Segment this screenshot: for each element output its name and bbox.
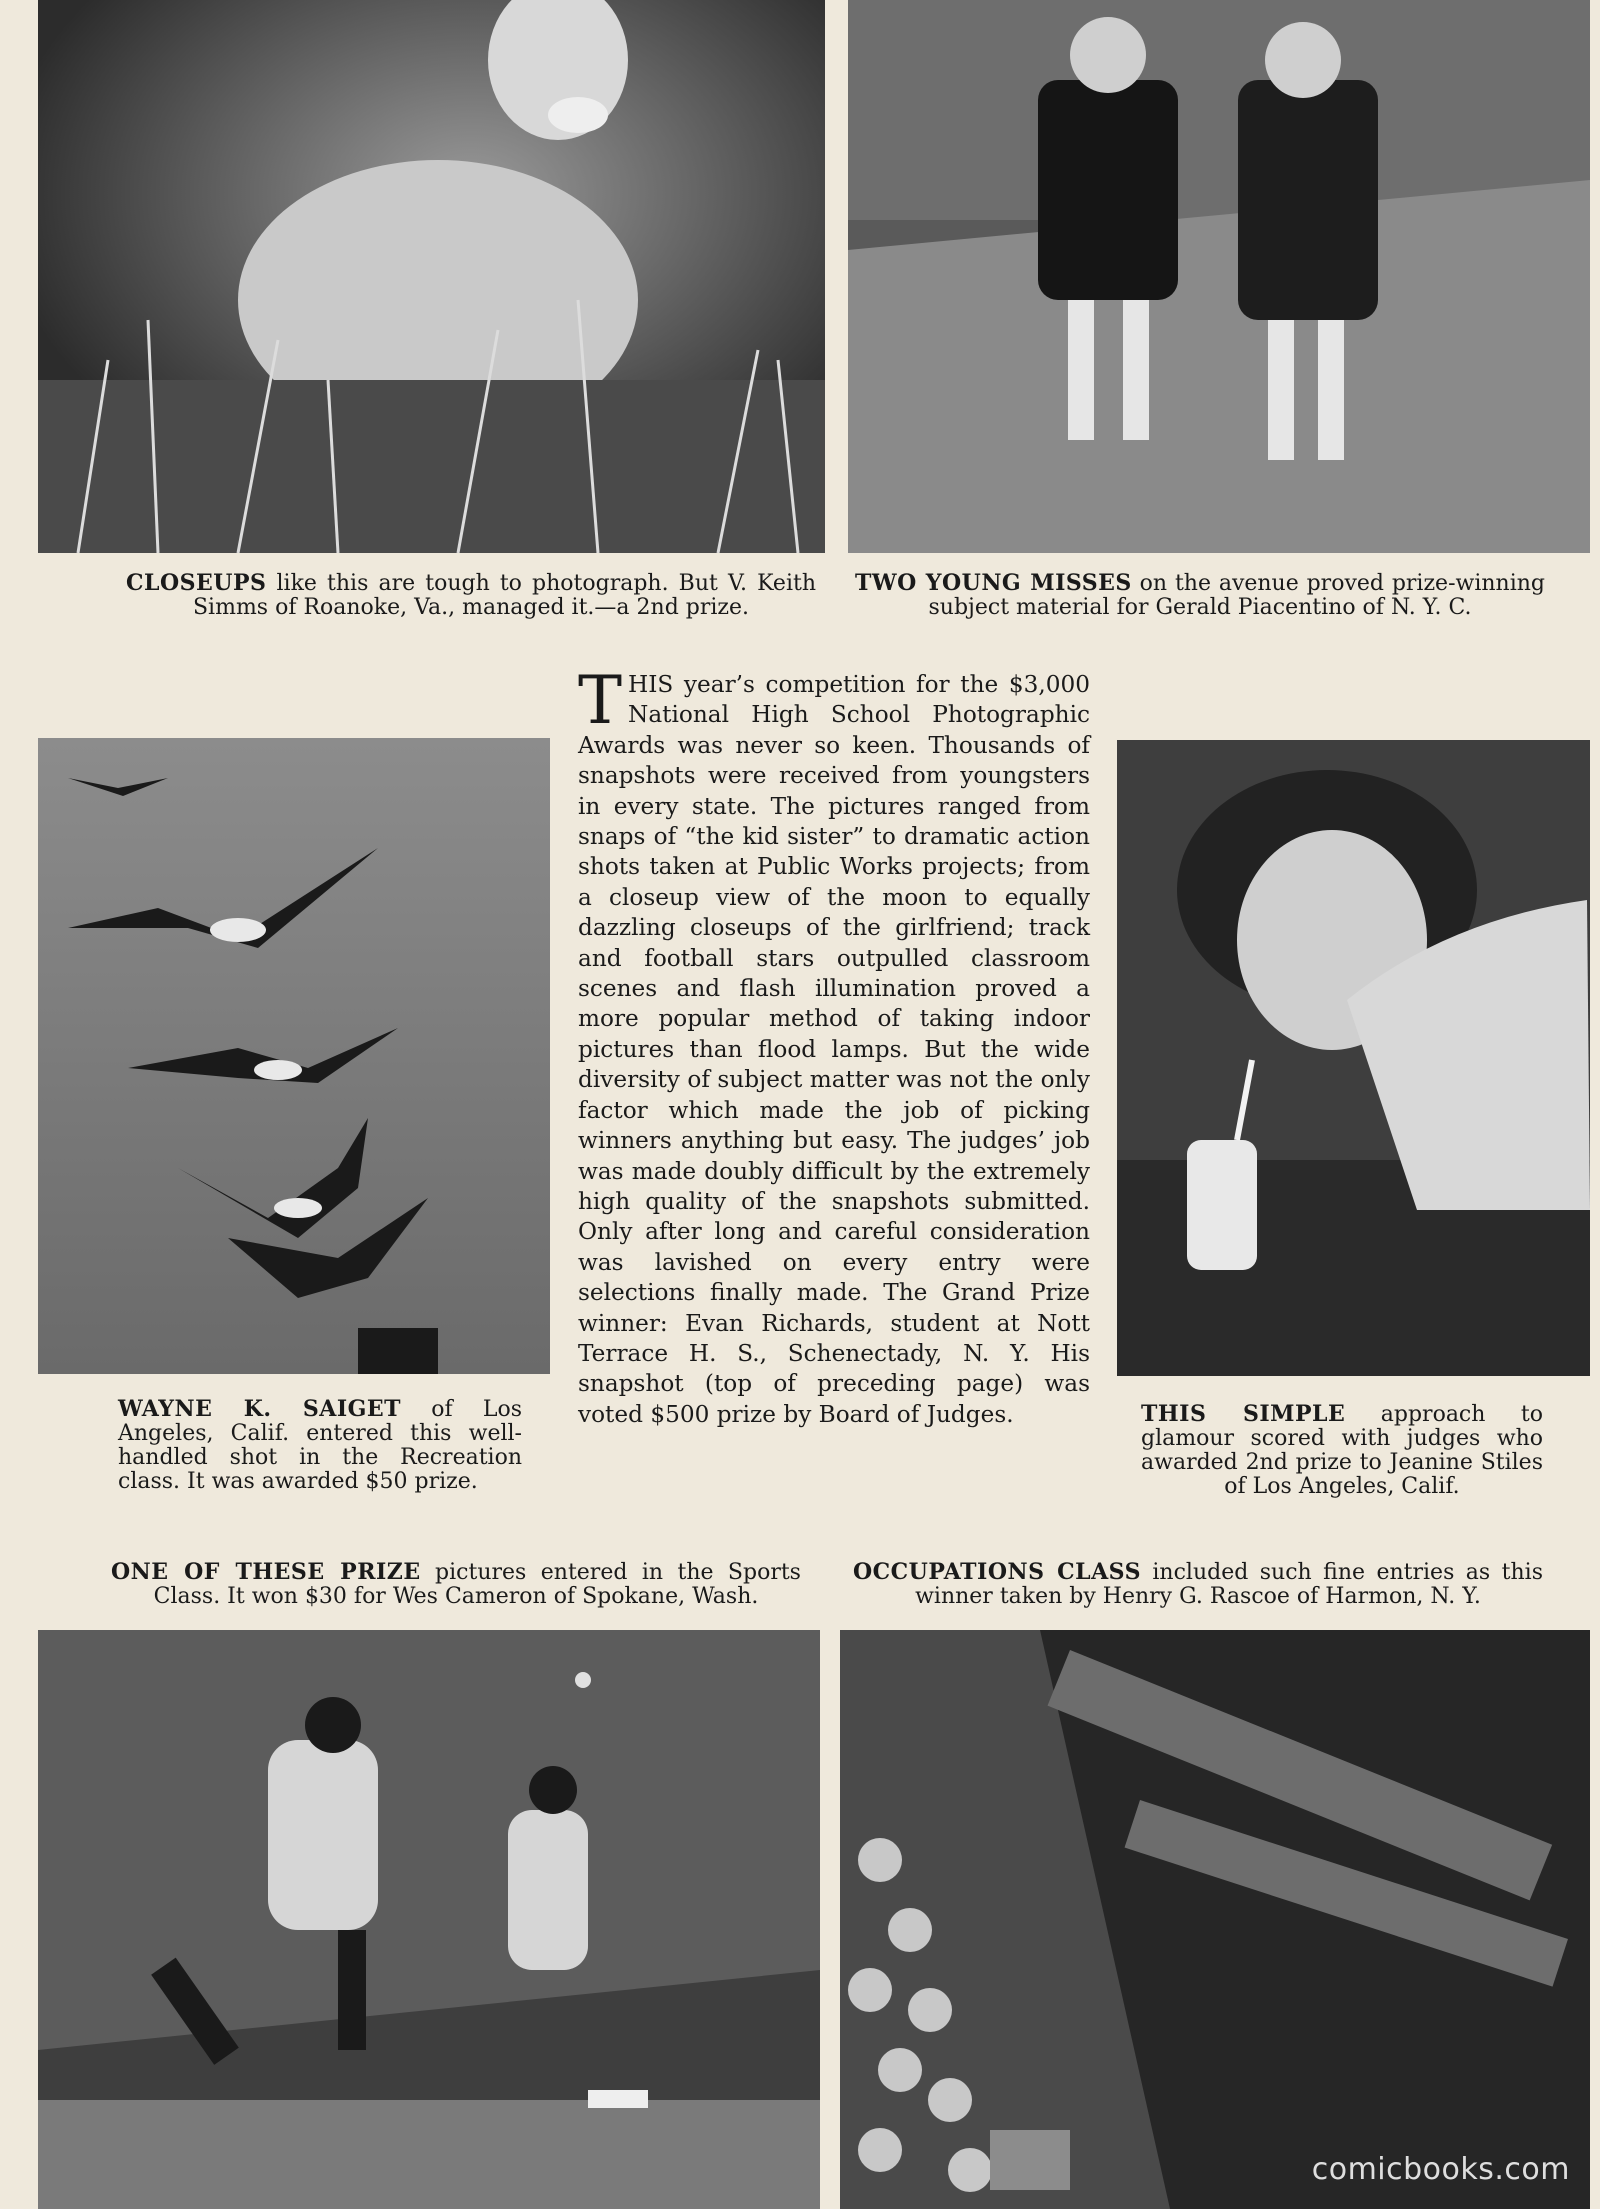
photo-baseball (38, 1630, 820, 2209)
caption-duckling-lead: CLOSEUPS (126, 570, 267, 596)
caption-occupations-text: included such fine entries as this winner taken by Henry G. Rascoe of Harmon, N. Y. (915, 1560, 1543, 1609)
article-text: HIS year’s competition for the $3,000 National High School Photographic Awards was never so keen. Thousands of snapshots were received from youngsters in every state. The pictures ranged from snaps of “the kid sister” to dramatic action shots taken at Public Works projects; from a closeup view of the moon to equally dazzling closeups of the girlfriend; track and football stars outpulled classroom scenes and flash illumination proved a more popular method of taking indoor pictures than flood lamps. But the wide diversity of subject matter was not the only factor which made the job of picking winners anything but easy. The judges’ job was made doubly difficult by the extremely high quality of the snapshots submitted. Only after long and careful consideration was lavished on every entry were selections finally made. The Grand Prize winner: Evan Richards, student at Nott Terrace H. S., Schenectady, N. Y. His snapshot (top of preceding page) was voted $500 prize by Board of Judges. (578, 671, 1090, 1428)
caption-girl-text: approach to glamour scored with judges who awarded 2nd prize to Jeanine Stiles of Los Angeles, Calif. (1141, 1402, 1543, 1499)
caption-seagulls (118, 1397, 522, 1494)
caption-baseball-text: pictures entered in the Sports Class. It won $30 for Wes Cameron of Spokane, Wash. (153, 1560, 801, 1609)
caption-seagulls-text: of Los Angeles, Calif. entered this well-handled shot in the Recreation class. It was awarded $50 prize. (118, 1397, 522, 1494)
photo-rail-yard (840, 1630, 1590, 2209)
photo-two-young-misses (848, 0, 1590, 553)
caption-baseball-lead: ONE OF THESE PRIZE (111, 1559, 421, 1585)
caption-duckling (126, 571, 816, 620)
photo-seagulls (38, 738, 550, 1374)
caption-occupations (853, 1560, 1543, 1609)
article-dropcap: T (578, 662, 623, 739)
watermark: comicbooks.com (1311, 2152, 1570, 2187)
caption-girl (1141, 1402, 1543, 1499)
caption-two-young-misses (855, 571, 1545, 620)
caption-baseball (111, 1560, 801, 1609)
caption-girl-lead: THIS SIMPLE (1141, 1401, 1346, 1427)
caption-occupations-lead: OCCUPATIONS CLASS (853, 1559, 1141, 1585)
photo-girl-with-milk-bottle (1117, 740, 1590, 1376)
photo-duckling (38, 0, 825, 553)
caption-two-young-misses-lead: TWO YOUNG MISSES (855, 570, 1132, 596)
article-body (578, 662, 1090, 1430)
caption-two-young-misses-text: on the avenue proved prize-winning subject material for Gerald Piacentino of N. Y. C. (928, 571, 1545, 620)
caption-duckling-text: like this are tough to photograph. But V. Keith Simms of Roanoke, Va., managed it.—a 2nd prize. (192, 571, 816, 620)
caption-seagulls-lead: WAYNE K. SAIGET (118, 1396, 402, 1422)
